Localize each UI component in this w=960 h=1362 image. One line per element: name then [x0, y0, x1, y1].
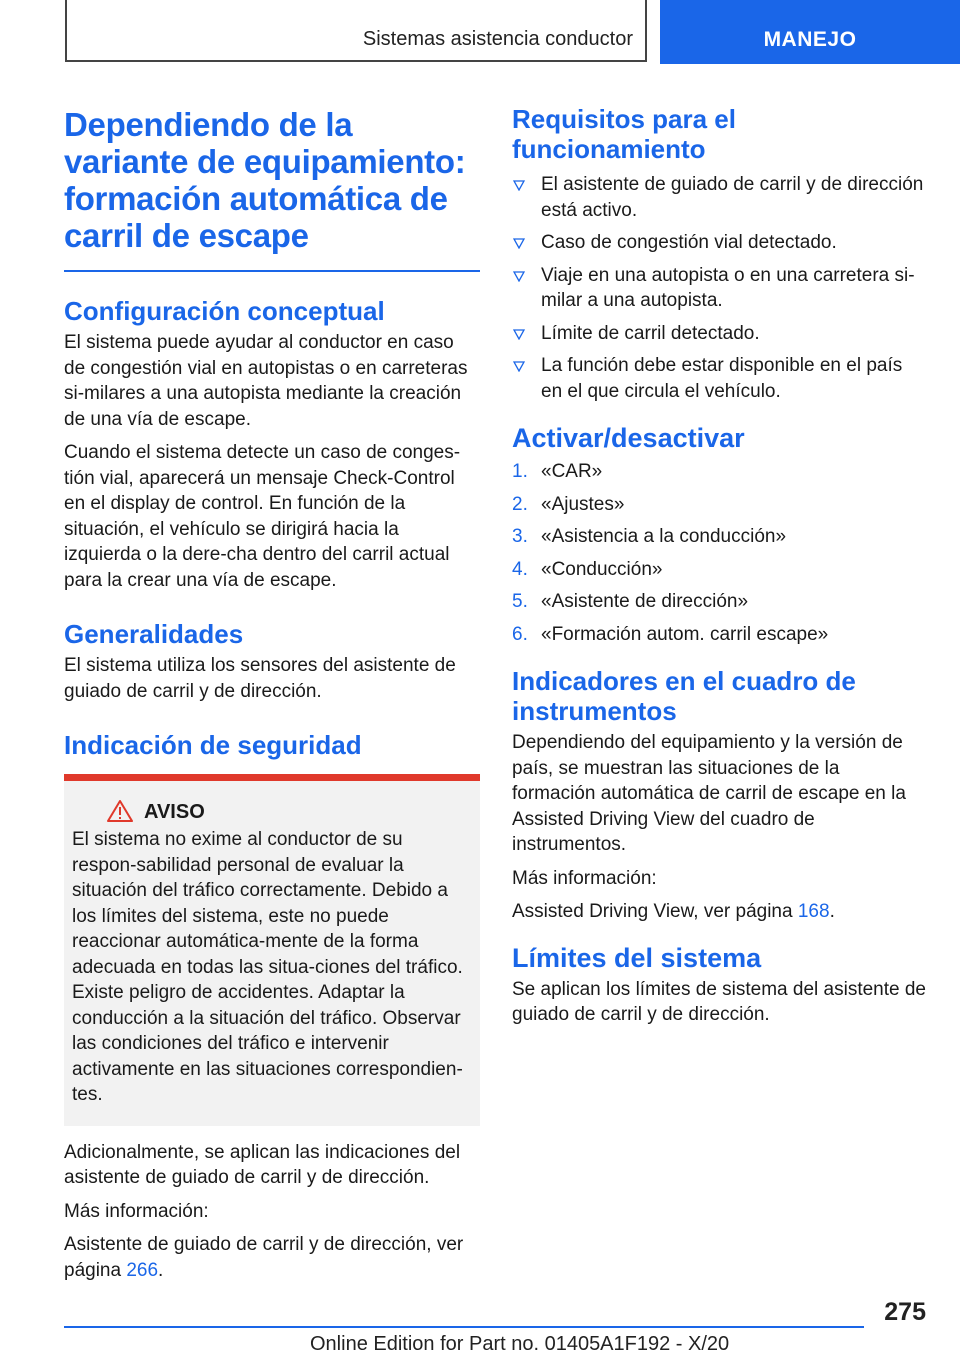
- general-paragraph: El sistema utiliza los sensores del asistente de guiado de carril y de dirección.: [64, 655, 456, 702]
- activate-heading: Activar/desactivar: [512, 423, 745, 453]
- step-number: 1.: [512, 461, 528, 482]
- indicators-more-info: Más información:: [512, 867, 657, 889]
- footer-divider: [64, 1326, 864, 1328]
- indicators-heading: Indicadores en el cuadro de instrumentos: [512, 666, 856, 726]
- step-text: «Asistencia a la conducción»: [541, 526, 787, 547]
- list-item: [512, 557, 928, 583]
- list-item-text: Viaje en una autopista o en una carretera si-milar a una autopista.: [541, 264, 915, 311]
- chapter-tab: [660, 0, 960, 64]
- list-item: [512, 589, 928, 615]
- step-number: 6.: [512, 623, 528, 645]
- section-title: Sistemas asistencia conductor: [362, 28, 633, 50]
- triangle-bullet-icon: [513, 360, 525, 372]
- triangle-bullet-icon: [513, 179, 525, 191]
- page-number: 275: [884, 1298, 926, 1326]
- warning-title: AVISO: [144, 801, 205, 823]
- safety-reference-end: .: [158, 1259, 164, 1281]
- list-item: [512, 353, 928, 404]
- triangle-bullet-icon: [513, 328, 525, 340]
- step-number: 5.: [512, 591, 528, 612]
- list-item-text: Límite de carril detectado.: [541, 322, 760, 344]
- list-item: [512, 622, 928, 648]
- step-text: «Ajustes»: [541, 493, 625, 515]
- warning-title-row: [72, 799, 472, 825]
- indicators-reference: [512, 899, 928, 925]
- list-item: [512, 172, 928, 223]
- triangle-bullet-icon: [513, 237, 525, 249]
- step-number: 2.: [512, 493, 528, 515]
- left-column: [64, 100, 480, 1291]
- step-text: «Asistente de dirección»: [541, 591, 749, 612]
- list-item-text: El asistente de guiado de carril y de dirección está activo.: [541, 174, 924, 221]
- list-item: [512, 321, 928, 347]
- edition-footer: Online Edition for Part no. 01405A1F192 - X/20: [310, 1333, 730, 1355]
- general-heading: Generalidades: [64, 619, 244, 649]
- list-item-text: La función debe estar disponible en el país en el que circula el vehículo.: [541, 355, 903, 402]
- concept-paragraph-2: Cuando el sistema detecte un caso de conges-tión vial, aparecerá un mensaje Check-Control en el display de control. En función de la situación, el vehículo se dirigirá hacia la izquierda o la dere-cha dentro del carril actual para la crear una vía de escape.: [64, 442, 461, 591]
- page-link-168[interactable]: 168: [797, 901, 830, 922]
- warning-bar: [64, 774, 480, 781]
- indicators-reference-text: Assisted Driving View, ver página: [512, 901, 798, 922]
- triangle-bullet-icon: [513, 270, 525, 282]
- safety-heading: Indicación de seguridad: [64, 730, 362, 760]
- activate-steps: [512, 459, 928, 647]
- page-title: Dependiendo de la variante de equipamiento: formación automática de carril de escape: [64, 106, 466, 254]
- title-divider: [64, 270, 480, 272]
- list-item: [512, 524, 928, 550]
- limits-paragraph: Se aplican los límites de sistema del asistente de guiado de carril y de dirección.: [512, 978, 926, 1025]
- list-item: [512, 459, 928, 485]
- warning-box: [64, 781, 480, 1126]
- step-text: «CAR»: [541, 461, 603, 482]
- requirements-list: [512, 172, 928, 404]
- safety-paragraph: Adicionalmente, se aplican las indicaciones del asistente de guiado de carril y de dirección.: [64, 1141, 461, 1188]
- step-text: «Formación autom. carril escape»: [541, 623, 829, 645]
- safety-reference-text: Asistente de guiado de carril y de dirección, ver página: [64, 1234, 464, 1281]
- list-item: [512, 492, 928, 518]
- indicators-reference-end: .: [829, 901, 835, 922]
- step-number: 4.: [512, 558, 528, 580]
- step-text: «Conducción»: [541, 558, 663, 580]
- requirements-heading: Requisitos para el funcionamiento: [512, 104, 736, 164]
- list-item-text: Caso de congestión vial detectado.: [541, 232, 837, 253]
- list-item: [512, 263, 928, 314]
- concept-heading: Configuración conceptual: [64, 296, 385, 326]
- page-link-266[interactable]: 266: [126, 1259, 159, 1281]
- warning-triangle-icon: [106, 799, 134, 823]
- warning-text: El sistema no exime al conductor de su respon-sabilidad personal de evaluar la situación del tráfico correctamente. Debido a los límites del sistema, este no puede reaccionar automática-mente de la forma adecuada en todas las situa-ciones del tráfico. Existe peligro de accidentes. Adaptar la conducción a la situación del tráfico. Observar las condiciones del tráfico e intervenir activamente en las situaciones correspondien-tes.: [72, 829, 463, 1105]
- indicators-paragraph: Dependiendo del equipamiento y la versión de país, se muestran las situaciones de la formación automática de carril de escape en la Assisted Driving View del cuadro de instrumentos.: [512, 732, 906, 855]
- chapter-tab-label: MANEJO: [763, 28, 857, 51]
- limits-heading: Límites del sistema: [512, 942, 762, 973]
- right-column: [512, 100, 928, 1036]
- safety-reference: [64, 1232, 480, 1283]
- concept-paragraph-1: El sistema puede ayudar al conductor en caso de congestión vial en autopistas o en carreteras si-milares a una autopista mediante la creación de una vía de escape.: [64, 332, 468, 430]
- step-number: 3.: [512, 526, 528, 547]
- list-item: [512, 230, 928, 256]
- running-header: [65, 0, 647, 62]
- safety-more-info: Más información:: [64, 1200, 209, 1222]
